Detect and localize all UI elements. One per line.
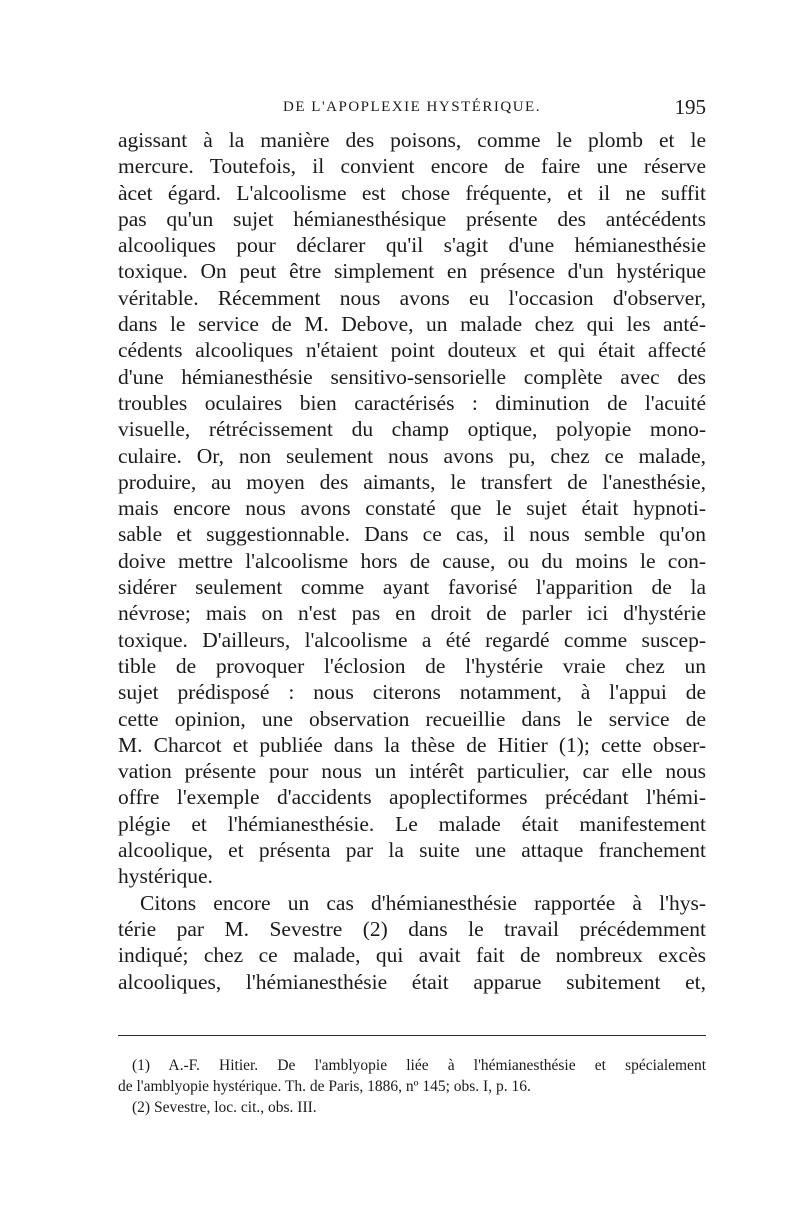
footnote-divider: [118, 1035, 706, 1036]
text-line: sujet prédisposé : nous citerons notamment, à l'appui de: [118, 680, 706, 705]
text-line: alcoolique, et présenta par la suite une attaque franchement: [118, 838, 706, 863]
footnotes: [118, 1055, 706, 1118]
footnote-2: (2) Sevestre, loc. cit., obs. III.: [132, 1099, 317, 1116]
text-line: mercure. Toutefois, il convient encore de faire une réserve: [118, 154, 706, 179]
text-line: produire, au moyen des aimants, le transfert de l'anesthésie,: [118, 469, 706, 494]
text-line: névrose; mais on n'est pas en droit de parler ici d'hystérie: [118, 601, 706, 626]
text-line: M. Charcot et publiée dans la thèse de Hitier (1); cette obser-: [118, 732, 706, 757]
text-line: sable et suggestionnable. Dans ce cas, il nous semble qu'on: [118, 522, 706, 547]
text-line: doive mettre l'alcoolisme hors de cause, ou du moins le con-: [118, 548, 706, 573]
footnote-1-line-1: (1) A.-F. Hitier. De l'amblyopie liée à l'hémianesthésie et spécialement: [132, 1057, 706, 1074]
running-title: DE L'APOPLEXIE HYSTÉRIQUE.: [283, 99, 541, 115]
text-line: alcooliques, l'hémianesthésie était apparue subitement et,: [118, 969, 706, 994]
text-line: d'une hémianesthésie sensitivo-sensorielle complète avec des: [118, 364, 706, 389]
page-number: 195: [674, 95, 706, 119]
text-line: toxique. D'ailleurs, l'alcoolisme a été regardé comme suscep-: [118, 627, 706, 652]
running-head: [118, 95, 706, 125]
text-line: agissant à la manière des poisons, comme le plomb et le: [118, 128, 706, 152]
text-line: indiqué; chez ce malade, qui avait fait de nombreux excès: [118, 943, 706, 968]
text-line: mais encore nous avons constaté que le sujet était hypnoti-: [118, 496, 706, 521]
text-line: véritable. Récemment nous avons eu l'occasion d'observer,: [118, 285, 706, 310]
text-line: térie par M. Sevestre (2) dans le travail précédemment: [118, 916, 706, 941]
text-line: alcooliques pour déclarer qu'il s'agit d'une hémianesthésie: [118, 233, 706, 258]
body-text: [118, 127, 706, 995]
text-line: plégie et l'hémianesthésie. Le malade était manifestement: [118, 811, 706, 836]
text-line: troubles oculaires bien caractérisés : diminution de l'acuité: [118, 390, 706, 415]
paragraph-first-line: Citons encore un cas d'hémianesthésie rapportée à l'hys-: [140, 890, 706, 915]
text-line: cédents alcooliques n'étaient point douteux et qui était affecté: [118, 338, 706, 363]
paragraph-end-line: hystérique.: [118, 864, 213, 889]
text-line: visuelle, rétrécissement du champ optique, polyopie mono-: [118, 417, 706, 442]
text-line: cette opinion, une observation recueillie dans le service de: [118, 706, 706, 731]
text-line: àcet égard. L'alcoolisme est chose fréquente, et il ne suffit: [118, 180, 706, 205]
text-line: pas qu'un sujet hémianesthésique présente des antécédents: [118, 206, 706, 231]
footnote-1-line-2: de l'amblyopie hystérique. Th. de Paris, 1886, nº 145; obs. I, p. 16.: [118, 1078, 531, 1095]
text-line: vation présente pour nous un intérêt particulier, car elle nous: [118, 759, 706, 784]
text-line: toxique. On peut être simplement en présence d'un hystérique: [118, 259, 706, 284]
text-line: culaire. Or, non seulement nous avons pu, chez ce malade,: [118, 443, 706, 468]
text-line: offre l'exemple d'accidents apoplectiformes précédant l'hémi-: [118, 785, 706, 810]
text-line: dans le service de M. Debove, un malade chez qui les anté-: [118, 312, 706, 337]
text-line: tible de provoquer l'éclosion de l'hystérie vraie chez un: [118, 653, 706, 678]
text-line: sidérer seulement comme ayant favorisé l'apparition de la: [118, 575, 706, 600]
